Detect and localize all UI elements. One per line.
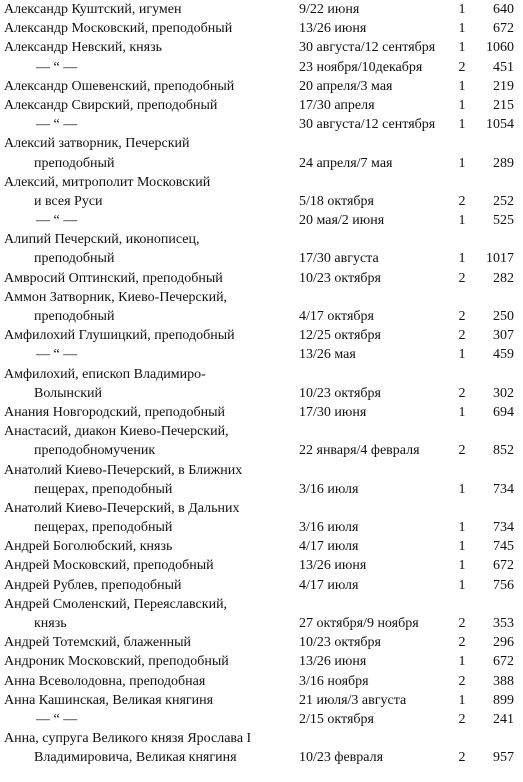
feast-date: 4/17 октября [299, 309, 374, 324]
feast-date: 4/17 июля [299, 577, 359, 593]
feast-date: 13/26 мая [299, 347, 356, 363]
saint-name: Анания Новгородский, преподобный [4, 404, 226, 420]
volume-number: 1 [458, 654, 466, 670]
saint-name: Анастасий, диакон Киево-Печерский, [4, 424, 229, 440]
feast-date: 23 ноября/10декабря [299, 59, 423, 75]
index-entry-row [0, 537, 523, 556]
index-entry-row [0, 556, 523, 575]
feast-date: 10/23 октября [299, 635, 381, 651]
saint-name: пещерах, преподобный [34, 520, 173, 536]
volume-number: 2 [458, 673, 466, 689]
saint-name: Александр Куштский, игумен [4, 2, 182, 17]
ditto-mark: — “ — [36, 711, 78, 727]
saint-name: Андрей Тотемский, блаженный [4, 635, 191, 651]
page-number: 353 [493, 616, 514, 631]
page-number: 1054 [486, 117, 514, 133]
index-entry-row [0, 384, 523, 403]
volume-number: 1 [458, 2, 466, 17]
ditto-mark: — “ — [36, 117, 78, 133]
page-number: 756 [493, 577, 514, 593]
ditto-mark: — “ — [36, 59, 78, 75]
volume-number: 2 [458, 443, 466, 459]
index-entry-row [0, 518, 523, 537]
page-number: 296 [493, 635, 514, 651]
feast-date: 5/18 октября [299, 193, 374, 209]
feast-date: 13/26 июня [299, 558, 367, 574]
volume-number: 2 [458, 711, 466, 727]
page-number: 459 [493, 347, 514, 363]
page-number: 734 [493, 520, 514, 536]
index-entry-row [0, 58, 523, 77]
volume-number: 1 [458, 40, 466, 56]
index-entry-row [0, 38, 523, 57]
saint-name: Андрей Московский, преподобный [4, 558, 214, 574]
index-entry-row [0, 134, 523, 153]
index-entry-row [0, 365, 523, 384]
saint-name: преподобный [34, 309, 115, 324]
feast-date: 17/30 августа [299, 251, 379, 267]
page-number: 219 [493, 78, 514, 94]
index-entry-row [0, 729, 523, 748]
feast-date: 20 мая/2 июня [299, 213, 385, 229]
volume-number: 2 [458, 385, 466, 401]
saint-name: Анна Всеволодовна, преподобная [4, 673, 206, 689]
saint-name: преподобный [34, 251, 115, 267]
index-entry-row [0, 345, 523, 364]
index-entry-row [0, 672, 523, 691]
page-number: 250 [493, 309, 514, 324]
volume-number: 1 [458, 117, 466, 133]
saint-name: Александр Московский, преподобный [4, 21, 233, 37]
feast-date: 13/26 июня [299, 654, 367, 670]
page-number: 302 [493, 385, 514, 401]
saint-name: Анна Кашинская, Великая княгиня [4, 692, 214, 708]
index-entry-row [0, 326, 523, 345]
index-entry-row [0, 192, 523, 211]
page-number: 1060 [486, 40, 514, 56]
feast-date: 21 июля/3 августа [299, 692, 407, 708]
volume-number: 1 [458, 558, 466, 574]
ditto-mark: — “ — [36, 347, 78, 363]
volume-number: 2 [458, 750, 466, 766]
volume-number: 1 [458, 97, 466, 113]
page-number: 672 [493, 654, 514, 670]
feast-date: 10/23 октября [299, 385, 381, 401]
saint-name: Анатолий Киево-Печерский, в Дальних [4, 500, 240, 516]
index-entry-row [0, 499, 523, 518]
page-number: 282 [493, 270, 514, 286]
saint-name: Алипий Печерский, иконописец, [4, 232, 200, 248]
saint-name: Андроник Московский, преподобный [4, 654, 229, 670]
index-entry-row [0, 691, 523, 710]
index-entry-row [0, 288, 523, 307]
page-number: 899 [493, 692, 514, 708]
feast-date: 10/23 октября [299, 270, 381, 286]
feast-date: 3/16 июля [299, 520, 359, 536]
volume-number: 1 [458, 251, 466, 267]
ditto-mark: — “ — [36, 213, 78, 229]
volume-number: 1 [458, 539, 466, 555]
index-entry-row [0, 96, 523, 115]
saint-name: Алексий затворник, Печерский [4, 136, 190, 152]
index-entry-row [0, 652, 523, 671]
page-number: 957 [493, 750, 514, 766]
page-number: 852 [493, 443, 514, 459]
page-number: 252 [493, 193, 514, 209]
saint-name: и всея Руси [34, 193, 103, 209]
saint-name: Анна, супруга Великого князя Ярослава I [4, 731, 252, 747]
feast-date: 20 апреля/3 мая [299, 78, 393, 94]
index-entry-row [0, 173, 523, 192]
saint-name: Андрей Смоленский, Переяславский, [4, 596, 228, 612]
volume-number: 2 [458, 328, 466, 344]
saint-name: преподобный [34, 155, 115, 171]
index-entry-row [0, 269, 523, 288]
saint-name: Амвросий Оптинский, преподобный [4, 270, 223, 286]
feast-date: 3/16 июля [299, 481, 359, 497]
volume-number: 1 [458, 78, 466, 94]
feast-date: 12/25 октября [299, 328, 381, 344]
saint-name: Андрей Боголюбский, князь [4, 539, 173, 555]
page-number: 745 [493, 539, 514, 555]
page-number: 388 [493, 673, 514, 689]
volume-number: 1 [458, 520, 466, 536]
volume-number: 2 [458, 309, 466, 324]
index-entry-row [0, 595, 523, 614]
index-entry-row [0, 614, 523, 633]
feast-date: 30 августа/12 сентября [299, 117, 436, 133]
page-number: 241 [493, 711, 514, 727]
volume-number: 2 [458, 616, 466, 631]
page-number: 451 [493, 59, 514, 75]
feast-date: 13/26 июня [299, 21, 367, 37]
page-number: 640 [493, 2, 514, 17]
page-number: 525 [493, 213, 514, 229]
index-entry-row [0, 0, 523, 19]
feast-date: 9/22 июня [299, 2, 360, 17]
saint-name: Анатолий Киево-Печерский, в Ближних [4, 462, 243, 478]
page-number: 694 [493, 404, 514, 420]
volume-number: 1 [458, 481, 466, 497]
index-entry-row [0, 576, 523, 595]
index-entry-row [0, 461, 523, 480]
index-entry-row [0, 307, 523, 326]
saint-name: князь [34, 616, 67, 631]
page-number: 672 [493, 558, 514, 574]
feast-date: 2/15 октября [299, 711, 374, 727]
feast-date: 3/16 ноября [299, 673, 369, 689]
volume-number: 1 [458, 404, 466, 420]
volume-number: 1 [458, 577, 466, 593]
saint-name: Александр Невский, князь [4, 40, 162, 56]
index-entry-row [0, 154, 523, 173]
saint-name: преподобномученик [34, 443, 156, 459]
index-entry-row [0, 249, 523, 268]
page-number: 672 [493, 21, 514, 37]
feast-date: 27 октября/9 ноября [299, 616, 419, 631]
saint-name: Алексий, митрополит Московский [4, 174, 211, 190]
index-entry-row [0, 748, 523, 767]
volume-number: 2 [458, 59, 466, 75]
feast-date: 30 августа/12 сентября [299, 40, 436, 56]
index-entry-row [0, 211, 523, 230]
feast-date: 17/30 апреля [299, 97, 375, 113]
saint-name: Александр Свирский, преподобный [4, 97, 218, 113]
volume-number: 2 [458, 635, 466, 651]
index-entry-row [0, 403, 523, 422]
saint-name: Амфилохий Глушицкий, преподобный [4, 328, 235, 344]
page-number: 289 [493, 155, 514, 171]
saint-name: Амфилохий, епископ Владимиро- [4, 366, 206, 382]
saint-name: Андрей Рублев, преподобный [4, 577, 182, 593]
index-entry-row [0, 480, 523, 499]
saint-name: Александр Ошевенский, преподобный [4, 78, 235, 94]
feast-date: 4/17 июля [299, 539, 359, 555]
volume-number: 1 [458, 155, 466, 171]
saint-name: Аммон Затворник, Киево-Печерский, [4, 289, 228, 305]
saint-name: Волынский [34, 385, 103, 401]
index-entry-row [0, 710, 523, 729]
volume-number: 1 [458, 21, 466, 37]
feast-date: 22 января/4 февраля [299, 443, 420, 459]
saint-name: Владимировича, Великая княгиня [34, 750, 237, 766]
index-entry-row [0, 633, 523, 652]
page-number: 1017 [486, 251, 514, 267]
saint-name: пещерах, преподобный [34, 481, 173, 497]
index-entry-row [0, 19, 523, 38]
volume-number: 1 [458, 213, 466, 229]
page-number: 734 [493, 481, 514, 497]
volume-number: 1 [458, 692, 466, 708]
index-entry-row [0, 77, 523, 96]
feast-date: 24 апреля/7 мая [299, 155, 393, 171]
page-number: 307 [493, 328, 514, 344]
volume-number: 2 [458, 193, 466, 209]
index-entry-row [0, 230, 523, 249]
index-entry-row [0, 115, 523, 134]
index-entry-row [0, 441, 523, 460]
feast-date: 17/30 июня [299, 404, 367, 420]
volume-number: 2 [458, 270, 466, 286]
volume-number: 1 [458, 347, 466, 363]
feast-date: 10/23 февраля [299, 750, 384, 766]
page-number: 215 [493, 97, 514, 113]
index-entry-row [0, 422, 523, 441]
